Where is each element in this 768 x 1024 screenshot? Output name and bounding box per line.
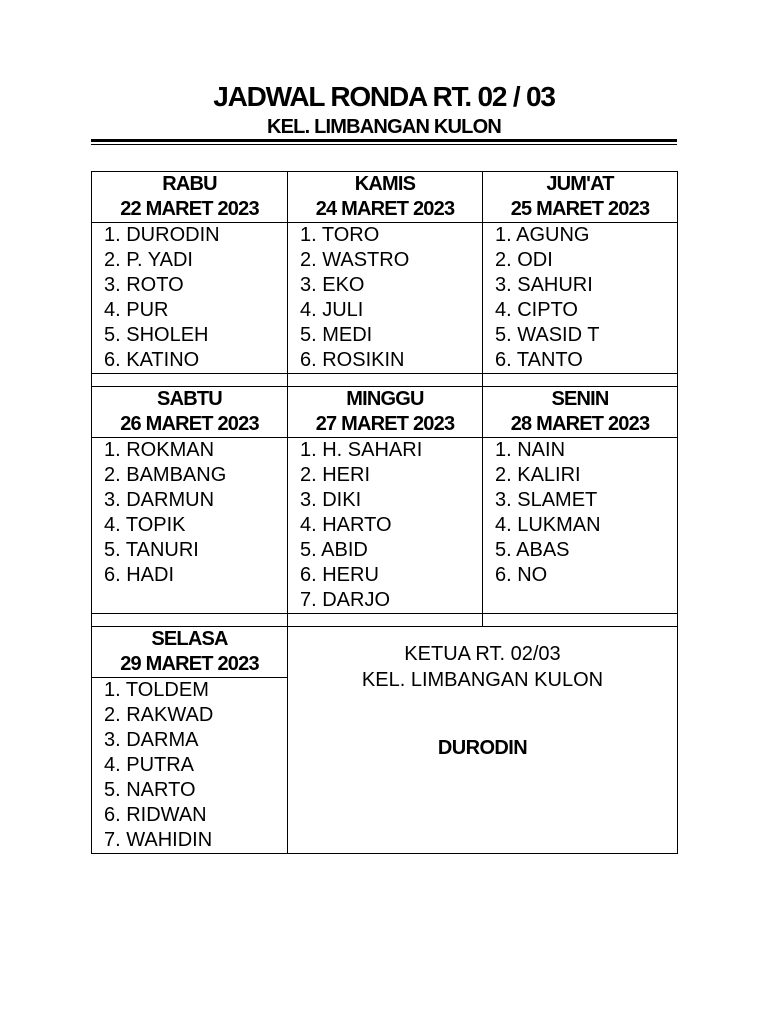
title-rule-thin — [91, 144, 677, 145]
list-item: 5. MEDI — [300, 324, 373, 346]
names-row — [92, 223, 678, 374]
names-cell-minggu — [288, 438, 483, 614]
day-date: 22 MARET 2023 — [120, 198, 259, 220]
name-list — [288, 438, 482, 613]
list-item: 1. ROKMAN — [104, 439, 215, 461]
list-item: 2. HERI — [300, 464, 371, 486]
list-item: 2. WASTRO — [300, 249, 410, 271]
spacer-row — [92, 614, 678, 627]
list-item: 5. SHOLEH — [104, 324, 209, 346]
name-list — [92, 438, 287, 588]
day-date: 27 MARET 2023 — [315, 413, 455, 435]
names-cell-selasa — [92, 678, 288, 854]
day-date: 26 MARET 2023 — [120, 413, 259, 435]
list-item: 6. KATINO — [104, 349, 200, 371]
spacer-cell — [92, 614, 288, 627]
list-item: 2. ODI — [495, 249, 553, 271]
day-date: 24 MARET 2023 — [315, 198, 455, 220]
list-item: 6. HERU — [300, 564, 379, 586]
list-item: 4. TOPIK — [104, 514, 186, 536]
day-name: SENIN — [551, 388, 609, 410]
list-item: 1. AGUNG — [495, 224, 590, 246]
list-item: 6. NO — [495, 564, 548, 586]
list-item: 1. TOLDEM — [104, 679, 209, 701]
day-name: JUM'AT — [546, 173, 614, 195]
list-item: 1. H. SAHARI — [300, 439, 423, 461]
names-cell-rabu — [92, 223, 288, 374]
spacer-cell — [483, 374, 678, 387]
day-date: 28 MARET 2023 — [510, 413, 650, 435]
ketua-title: KETUA RT. 02/03 — [404, 643, 561, 665]
list-item: 4. HARTO — [300, 514, 392, 536]
day-name: SELASA — [151, 628, 228, 650]
list-item: 3. EKO — [300, 274, 365, 296]
list-item: 3. SAHURI — [495, 274, 593, 296]
spacer-cell — [483, 614, 678, 627]
day-name: RABU — [162, 173, 217, 195]
document-title: JADWAL RONDA RT. 02 / 03 — [213, 81, 555, 112]
list-item: 2. RAKWAD — [104, 704, 214, 726]
list-item: 3. ROTO — [104, 274, 184, 296]
list-item: 2. KALIRI — [495, 464, 581, 486]
spacer-cell — [288, 374, 483, 387]
list-item: 5. ABID — [300, 539, 368, 561]
ketua-kelurahan: KEL. LIMBANGAN KULON — [361, 669, 604, 691]
schedule-table — [91, 171, 678, 854]
day-header-selasa — [92, 627, 288, 678]
list-item: 4. LUKMAN — [495, 514, 601, 536]
list-item: 4. PUTRA — [104, 754, 195, 776]
name-list — [483, 223, 677, 373]
list-item: 5. ABAS — [495, 539, 570, 561]
name-list — [92, 678, 287, 853]
list-item: 2. P. YADI — [104, 249, 193, 271]
spacer-cell — [288, 614, 483, 627]
list-item: 6. RIDWAN — [104, 804, 207, 826]
header-row — [92, 172, 678, 223]
day-name: SABTU — [157, 388, 222, 410]
list-item: 4. JULI — [300, 299, 364, 321]
list-item: 4. CIPTO — [495, 299, 578, 321]
list-item: 3. DARMA — [104, 729, 199, 751]
title-rule-thick — [91, 139, 677, 142]
names-cell-senin — [483, 438, 678, 614]
day-header-rabu — [92, 172, 288, 223]
list-item: 4. PUR — [104, 299, 169, 321]
day-header-sabtu — [92, 387, 288, 438]
day-name: MINGGU — [346, 388, 424, 410]
list-item: 3. SLAMET — [495, 489, 598, 511]
list-item: 2. BAMBANG — [104, 464, 227, 486]
day-header-senin — [483, 387, 678, 438]
list-item: 7. WAHIDIN — [104, 829, 213, 851]
day-header-jumat — [483, 172, 678, 223]
header-row — [92, 387, 678, 438]
list-item: 6. ROSIKIN — [300, 349, 405, 371]
name-list — [288, 223, 482, 373]
names-cell-sabtu — [92, 438, 288, 614]
list-item: 1. DURODIN — [104, 224, 220, 246]
list-item: 6. HADI — [104, 564, 175, 586]
spacer-row — [92, 374, 678, 387]
list-item: 1. TORO — [300, 224, 380, 246]
list-item: 3. DARMUN — [104, 489, 215, 511]
ketua-name: DURODIN — [437, 737, 528, 759]
day-name: KAMIS — [354, 173, 416, 195]
list-item: 5. TANURI — [104, 539, 199, 561]
document-subtitle: KEL. LIMBANGAN KULON — [267, 116, 501, 138]
list-item: 3. DIKI — [300, 489, 362, 511]
header-row — [92, 627, 678, 678]
names-cell-jumat — [483, 223, 678, 374]
day-date: 25 MARET 2023 — [510, 198, 650, 220]
name-list — [92, 223, 287, 373]
ketua-signature-block — [288, 627, 678, 854]
list-item: 1. NAIN — [495, 439, 566, 461]
day-date: 29 MARET 2023 — [120, 653, 259, 675]
names-row — [92, 438, 678, 614]
list-item: 6. TANTO — [495, 349, 583, 371]
name-list — [483, 438, 677, 588]
spacer-cell — [92, 374, 288, 387]
names-cell-kamis — [288, 223, 483, 374]
day-header-kamis — [288, 172, 483, 223]
list-item: 7. DARJO — [300, 589, 391, 611]
day-header-minggu — [288, 387, 483, 438]
list-item: 5. NARTO — [104, 779, 196, 801]
list-item: 5. WASID T — [495, 324, 600, 346]
